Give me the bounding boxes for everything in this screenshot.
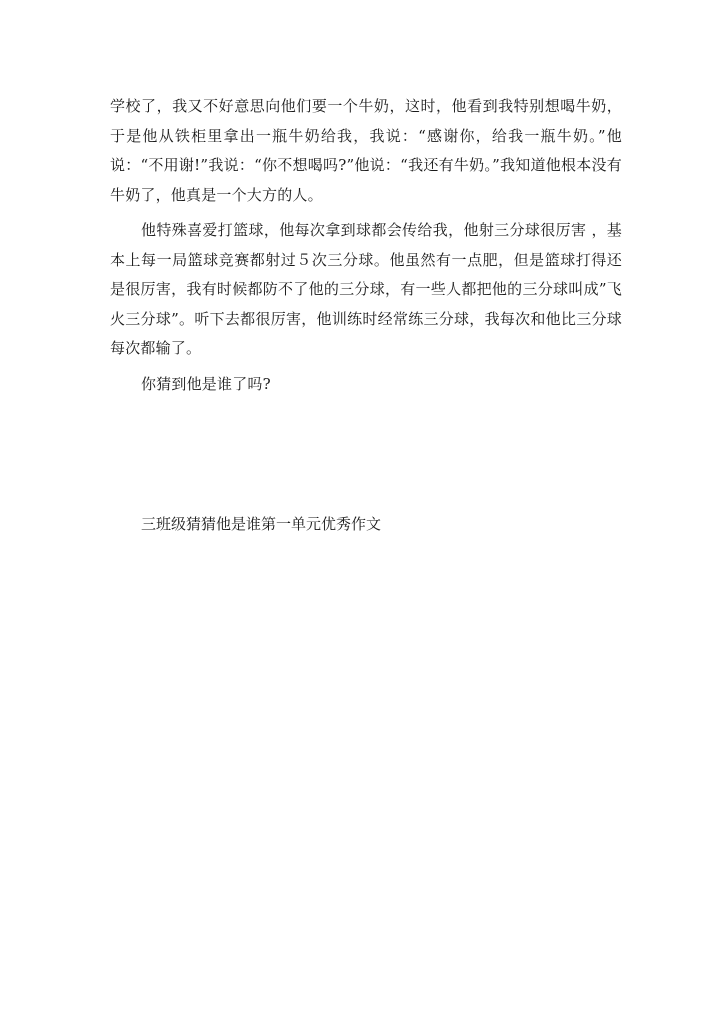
paragraph-question: 你猜到他是谁了吗? <box>141 374 271 393</box>
paragraph-continuation: 学校了，我又不好意思向他们要一个牛奶，这时，他看到我特别想喝牛奶，于是他从铁柜里拿出一瓶牛奶给我，我说：“感谢你，给我一瓶牛奶。”他说：“不用谢!”我说：“你不想喝吗?”他说：“我还有牛奶。”我知道他根本没有牛奶了，他真是一个大方的人。 <box>110 97 622 204</box>
paragraph-basketball: 他特殊喜爱打篮球，他每次拿到球都会传给我，他射三分球很厉害 ，基本上每一局篮球竞赛都射过５次三分球。他虽然有一点肥，但是篮球打得还是很厉害，我有时候都防不了他的三分球，有一些人都把他的三分球叫成”飞火三分球”。听下去都很厉害，他训练时经常练三分球，我每次和他比三分球每次都输了。 <box>110 221 622 357</box>
essay-title-footer: 三班级猜猜他是谁第一单元优秀作文 <box>141 515 382 533</box>
document-body <box>110 92 622 399</box>
